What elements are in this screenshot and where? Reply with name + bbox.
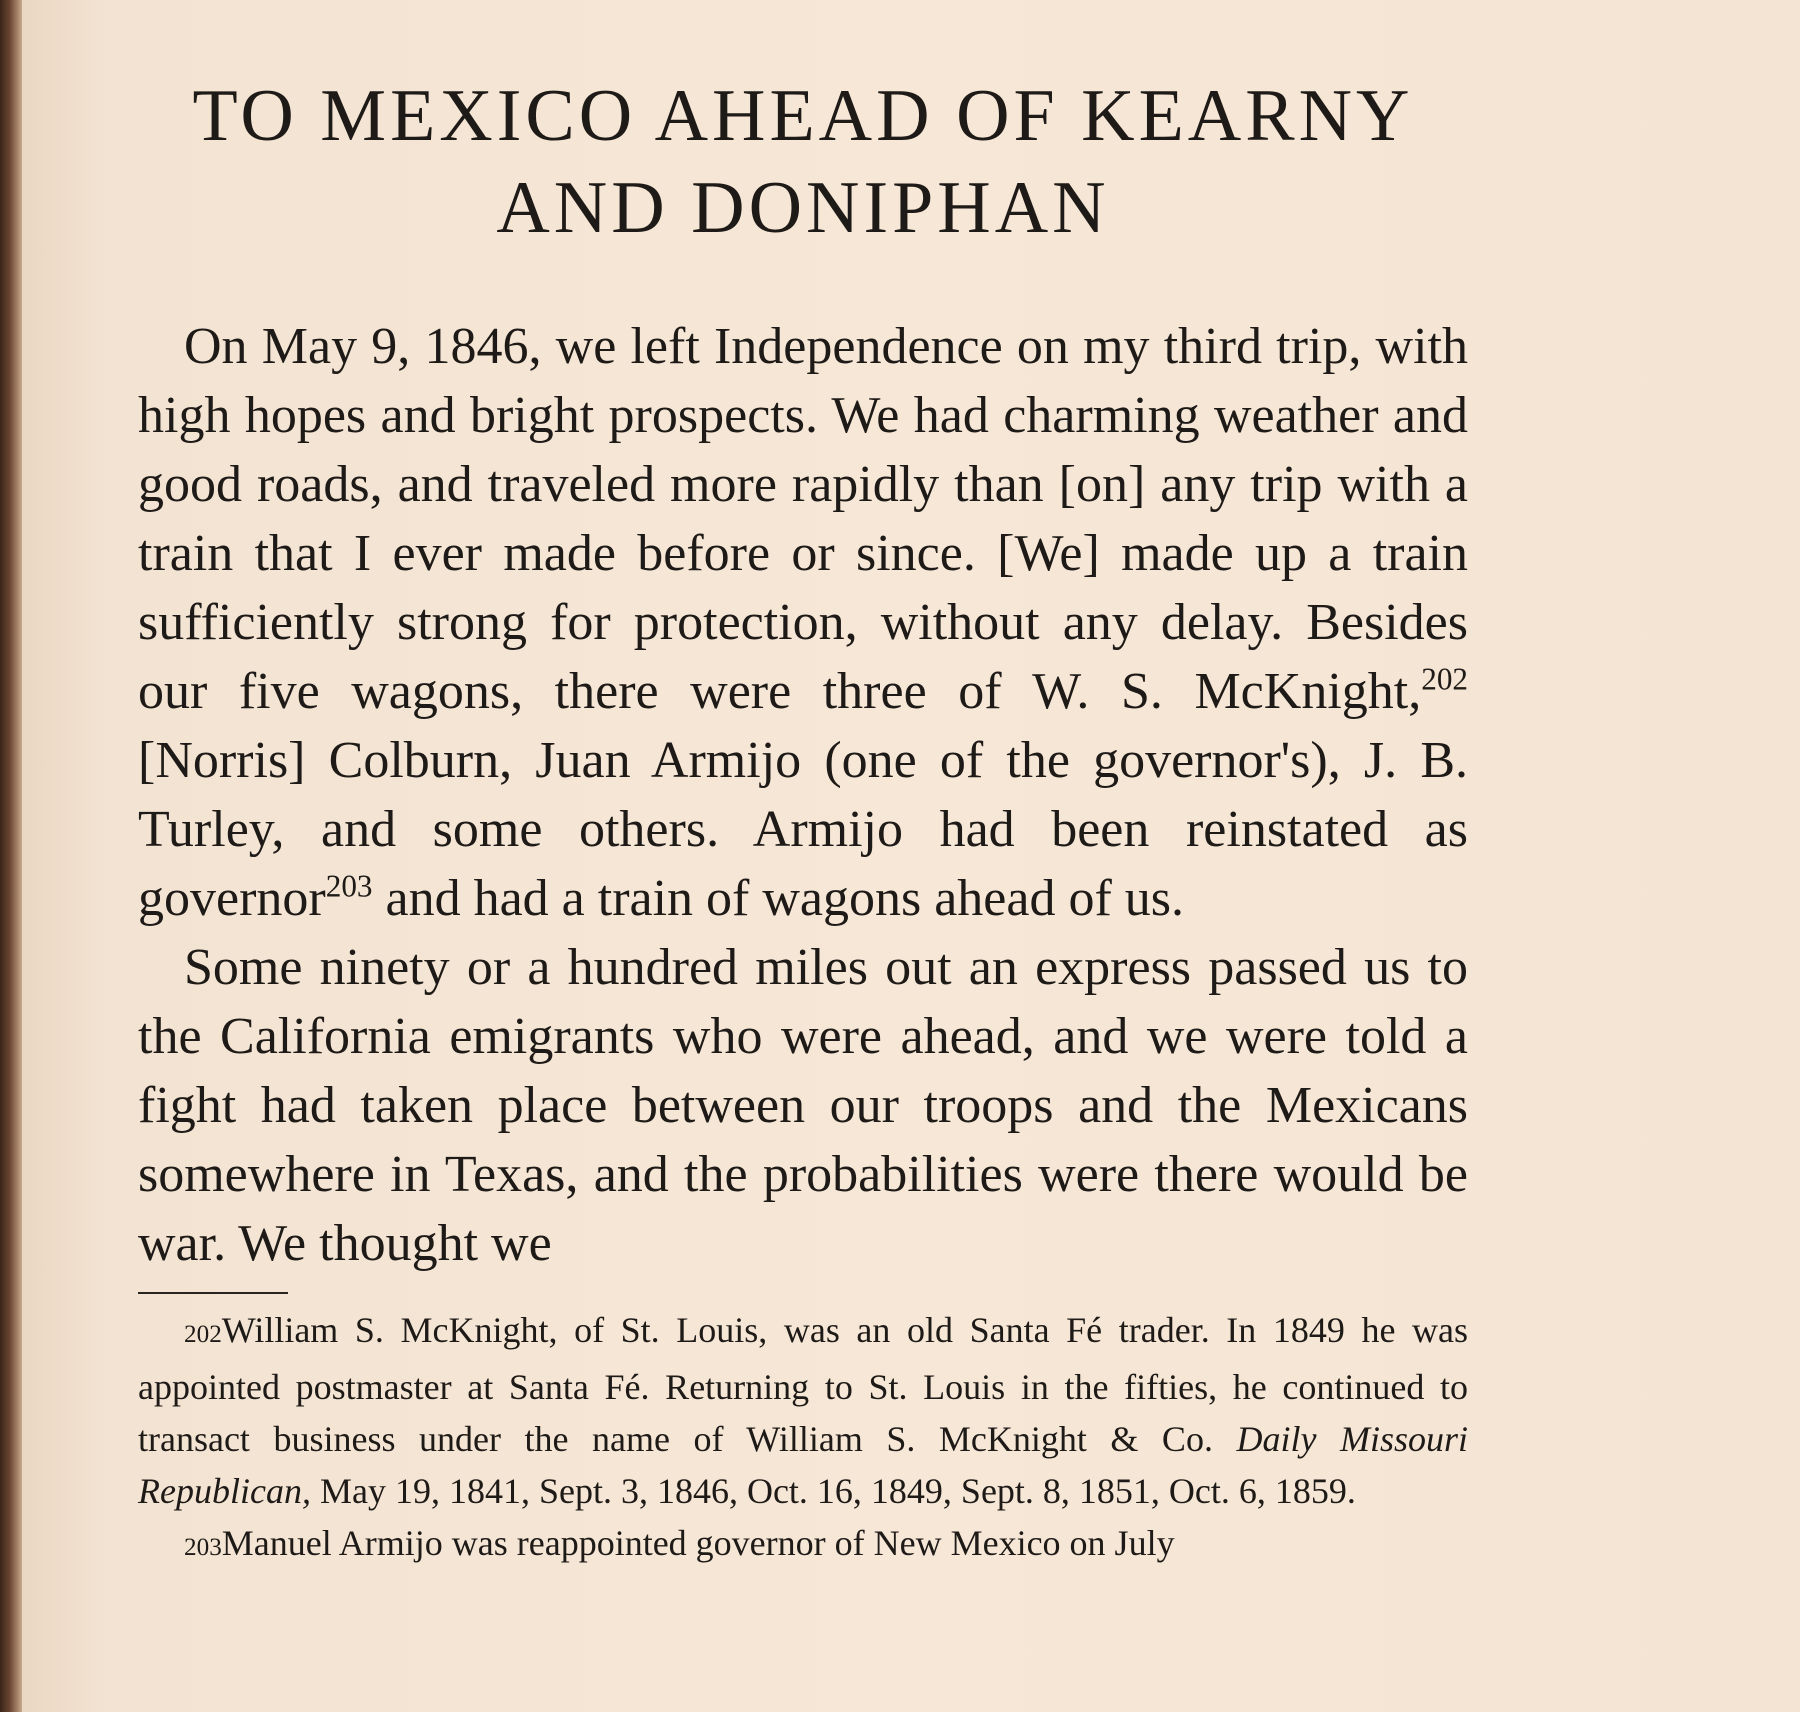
footnote-202-newspaper: Daily Missouri Republican, xyxy=(138,1419,1468,1511)
chapter-title-line-2: AND DONIPHAN xyxy=(496,167,1110,249)
paragraph-1-part-2: [Norris] Colburn, Juan Armijo (one of the governor's), J. B. Turley, and some others. Armijo had been reinstated as governor xyxy=(138,732,1468,927)
paragraph-1 xyxy=(138,312,1468,933)
footnote-203-number: 203 xyxy=(184,1534,222,1561)
paragraph-1-part-1: On May 9, 1846, we left Independence on my third trip, with high hopes and bright prospects. We had charming weather and good roads, and traveled more rapidly than [on] any trip with a train that I ever made before or since. [We] made up a train sufficiently strong for protection, without any delay. Besides our five wagons, there were three of W. S. McKnight, xyxy=(138,318,1468,720)
footnote-ref-203: 203 xyxy=(325,868,373,904)
paragraph-2: Some ninety or a hundred miles out an express passed us to the California emigrants who were ahead, and we were told a fight had taken place between our troops and the Mexicans somewhere in Texas, and the probabilities were there would be war. We thought we xyxy=(138,939,1468,1272)
footnote-202-text-2: May 19, 1841, Sept. 3, 1846, Oct. 16, 1849, Sept. 8, 1851, Oct. 6, 1859. xyxy=(310,1471,1356,1511)
chapter-title xyxy=(138,70,1468,254)
footnote-divider xyxy=(138,1292,288,1294)
footnote-203-text: Manuel Armijo was reappointed governor of New Mexico on July xyxy=(221,1523,1175,1563)
footnote-ref-202: 202 xyxy=(1421,661,1468,697)
page-text-block xyxy=(138,70,1468,1574)
footnote-202-number: 202 xyxy=(184,1321,222,1348)
footnote-202-text-1: William S. McKnight, of St. Louis, was an old Santa Fé trader. In 1849 he was appointed postmaster at Santa Fé. Returning to St. Louis in the fifties, he continued to transact business under the name of William S. McKnight & Co. xyxy=(138,1310,1468,1459)
footnote-202 xyxy=(138,1304,1468,1517)
paragraph-1-part-3: and had a train of wagons ahead of us. xyxy=(372,870,1185,927)
footnote-203 xyxy=(138,1517,1468,1574)
chapter-title-line-1: TO MEXICO AHEAD OF KEARNY xyxy=(192,75,1414,157)
book-binding-edge xyxy=(0,0,22,1712)
